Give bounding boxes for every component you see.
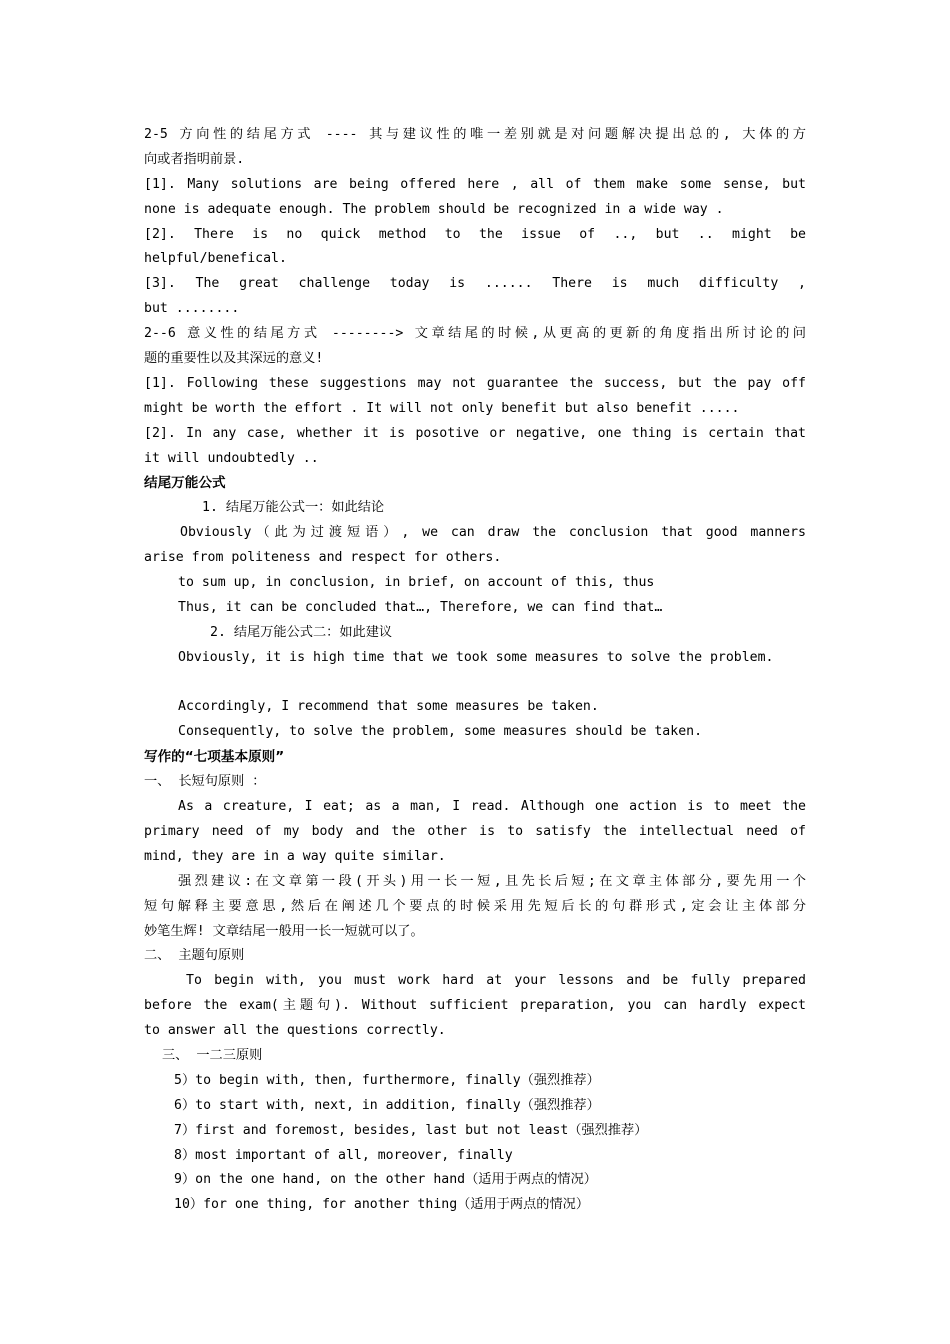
list-item: 7）first and foremost, besides, last but not least（强烈推荐） (174, 1122, 648, 1138)
example-line: mind, they are in a way quite similar. (144, 848, 446, 864)
example-line: As a creature, I eat; as a man, I read. Although one action is to meet the (178, 799, 806, 815)
example-line: [3]. The great challenge today is ...... There is much difficulty , (144, 276, 806, 292)
example-line: it will undoubtedly .. (144, 450, 319, 466)
heading-seven-principles: 写作的“七项基本原则” (144, 749, 285, 766)
section-heading-2-6: 2--6 意义性的结尾方式 --------> 文章结尾的时候,从更高的更新的角度指出所讨论的问 (144, 326, 806, 342)
list-item: 6）to start with, next, in addition, finally（强烈推荐） (174, 1097, 600, 1113)
list-item: 9）on the one hand, on the other hand（适用于两点的情况） (174, 1172, 597, 1188)
document-body (144, 123, 806, 1218)
paragraph-line: 题的重要性以及其深远的意义! (144, 351, 324, 367)
example-line: to sum up, in conclusion, in brief, on account of this, thus (178, 575, 655, 591)
example-line: arise from politeness and respect for others. (144, 550, 502, 566)
example-line: Consequently, to solve the problem, some measures should be taken. (178, 724, 703, 740)
list-item: 5）to begin with, then, furthermore, finally（强烈推荐） (174, 1072, 600, 1088)
heading-ending-formula: 结尾万能公式 (144, 475, 226, 492)
example-line: but ........ (144, 301, 240, 317)
example-line: [1]. Following these suggestions may not guarantee the success, but the pay off (144, 375, 806, 391)
example-line: To begin with, you must work hard at your lessons and be fully prepared (186, 973, 806, 989)
example-line: Obviously（此为过渡短语）, we can draw the conclusion that good manners (180, 525, 806, 541)
example-line: none is adequate enough. The problem should be recognized in a wide way . (144, 201, 724, 217)
list-item: 10）for one thing, for another thing（适用于两点的情况） (174, 1197, 590, 1213)
subheading-formula-1: 1. 结尾万能公式一：如此结论 (202, 500, 385, 516)
paragraph-line: 短句解释主要意思,然后在阐述几个要点的时候采用先短后长的句群形式,定会让主体部分 (144, 898, 806, 914)
example-line: to answer all the questions correctly. (144, 1023, 446, 1039)
blank-line (144, 671, 806, 696)
example-line: primary need of my body and the other is to satisfy the intellectual need of (144, 823, 806, 839)
example-line: might be worth the effort . It will not only benefit but also benefit ..... (144, 400, 740, 416)
paragraph-line: 妙笔生辉! 文章结尾一般用一长一短就可以了。 (144, 923, 424, 939)
list-item: 8）most important of all, moreover, finally (174, 1147, 513, 1163)
example-line: [1]. Many solutions are being offered here , all of them make some sense, but (144, 176, 806, 192)
section-heading-2-5: 2-5 方向性的结尾方式 ---- 其与建议性的唯一差别就是对问题解决提出总的, 大体的方 (144, 127, 806, 142)
example-line: Accordingly, I recommend that some measures be taken. (178, 699, 599, 715)
example-line: [2]. There is no quick method to the issue of .., but .. might be (144, 226, 806, 242)
subheading-formula-2: 2. 结尾万能公式二：如此建议 (210, 624, 393, 640)
principle-heading-2: 二、 主题句原则 (144, 948, 245, 964)
example-line: before the exam(主题句). Without sufficient preparation, you can hardly expect (144, 998, 806, 1014)
example-line: Thus, it can be concluded that…, Therefore, we can find that… (178, 599, 663, 615)
example-line: [2]. In any case, whether it is posotive or negative, one thing is certain that (144, 425, 806, 441)
principle-heading-1: 一、 长短句原则 ： (144, 774, 266, 790)
paragraph-line: 强烈建议:在文章第一段(开头)用一长一短,且先长后短;在文章主体部分,要先用一个 (178, 873, 806, 889)
example-line: Obviously, it is high time that we took some measures to solve the problem. (178, 649, 774, 665)
principle-heading-3: 三、 一二三原则 (162, 1047, 263, 1063)
paragraph-line: 向或者指明前景. (144, 151, 245, 167)
example-line: helpful/benefical. (144, 251, 287, 267)
